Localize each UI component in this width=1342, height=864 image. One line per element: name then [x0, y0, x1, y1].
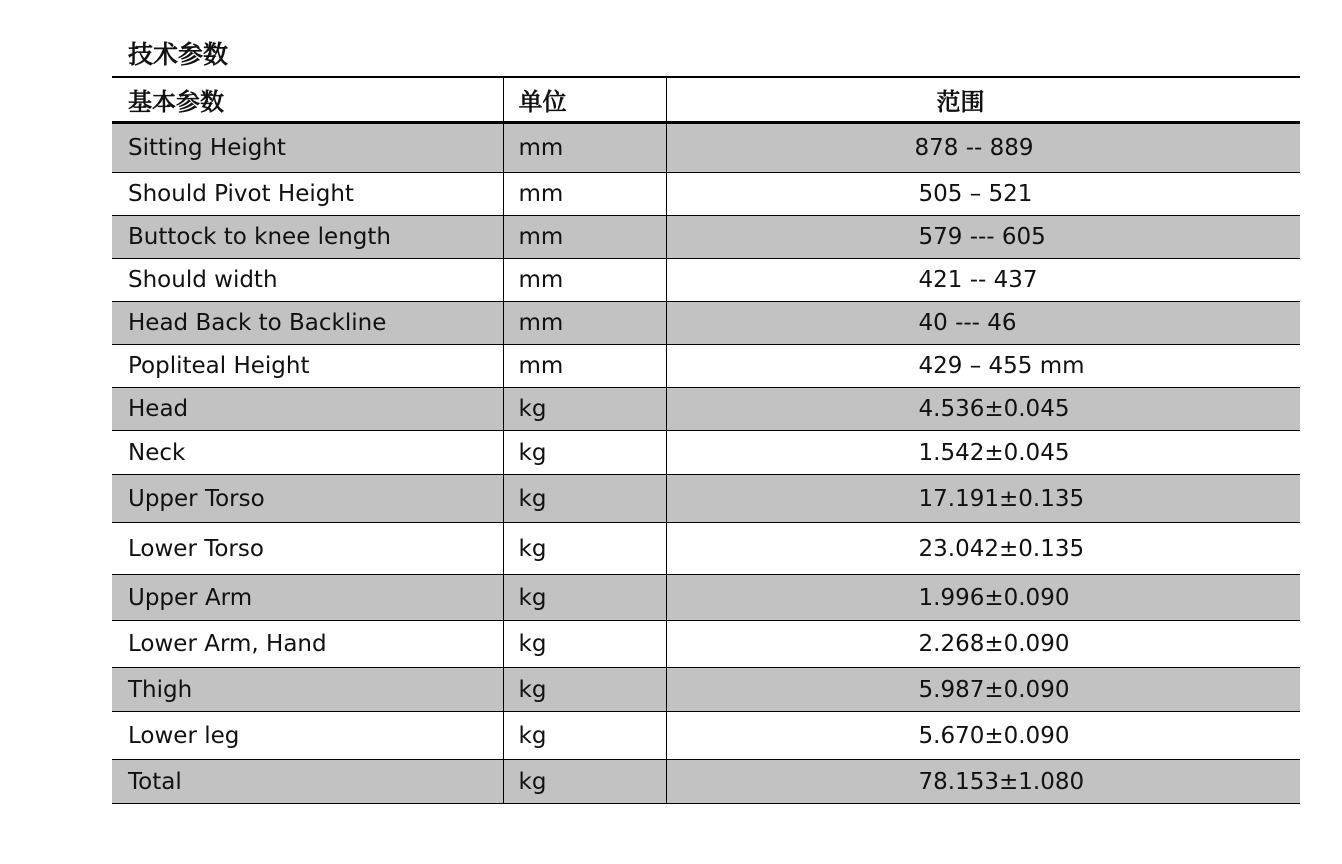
table-row: [112, 523, 1300, 575]
row-unit: kg: [503, 523, 666, 575]
table-row: [112, 345, 1300, 388]
row-unit: kg: [503, 621, 666, 668]
table-row: [112, 216, 1300, 259]
row-range: 78.153±1.080: [666, 760, 1300, 804]
row-unit: kg: [503, 760, 666, 804]
row-parameter: Neck: [112, 431, 503, 475]
row-parameter: Total: [112, 760, 503, 804]
table-row: [112, 712, 1300, 760]
row-unit: mm: [503, 173, 666, 216]
row-parameter: Upper Torso: [112, 475, 503, 523]
row-unit: kg: [503, 431, 666, 475]
table-row: [112, 388, 1300, 431]
row-range: 23.042±0.135: [666, 523, 1300, 575]
row-parameter: Should width: [112, 259, 503, 302]
row-unit: kg: [503, 712, 666, 760]
row-range: 505 – 521: [666, 173, 1300, 216]
row-parameter: Thigh: [112, 668, 503, 712]
spec-table: [112, 76, 1300, 804]
row-range: 40 --- 46: [666, 302, 1300, 345]
row-unit: mm: [503, 302, 666, 345]
header-unit: 单位: [503, 77, 666, 123]
row-parameter: Lower Torso: [112, 523, 503, 575]
row-range: 579 --- 605: [666, 216, 1300, 259]
table-row: [112, 475, 1300, 523]
table-row: [112, 123, 1300, 173]
row-range: 421 -- 437: [666, 259, 1300, 302]
table-header-row: [112, 77, 1300, 123]
row-range: 2.268±0.090: [666, 621, 1300, 668]
row-unit: mm: [503, 345, 666, 388]
row-range: 5.670±0.090: [666, 712, 1300, 760]
row-parameter: Sitting Height: [112, 123, 503, 173]
table-row: [112, 259, 1300, 302]
row-range: 1.996±0.090: [666, 575, 1300, 621]
row-unit: kg: [503, 388, 666, 431]
row-parameter: Upper Arm: [112, 575, 503, 621]
doc-title: 技术参数: [128, 40, 229, 69]
table-row: [112, 621, 1300, 668]
row-range: 17.191±0.135: [666, 475, 1300, 523]
row-range: 1.542±0.045: [666, 431, 1300, 475]
row-parameter: Lower leg: [112, 712, 503, 760]
header-range: 范围: [666, 77, 1300, 123]
row-unit: mm: [503, 123, 666, 173]
row-unit: kg: [503, 475, 666, 523]
table-row: [112, 302, 1300, 345]
row-parameter: Should Pivot Height: [112, 173, 503, 216]
row-unit: mm: [503, 216, 666, 259]
header-parameter: 基本参数: [112, 77, 503, 123]
row-unit: kg: [503, 575, 666, 621]
row-parameter: Popliteal Height: [112, 345, 503, 388]
table-row: [112, 173, 1300, 216]
table-row: [112, 431, 1300, 475]
row-range: 5.987±0.090: [666, 668, 1300, 712]
row-parameter: Buttock to knee length: [112, 216, 503, 259]
row-unit: mm: [503, 259, 666, 302]
row-range: 429 – 455 mm: [666, 345, 1300, 388]
row-parameter: Lower Arm, Hand: [112, 621, 503, 668]
row-range: 878 -- 889: [666, 123, 1300, 173]
row-unit: kg: [503, 668, 666, 712]
table-row: [112, 668, 1300, 712]
table-row: [112, 760, 1300, 804]
row-parameter: Head: [112, 388, 503, 431]
table-row: [112, 575, 1300, 621]
row-parameter: Head Back to Backline: [112, 302, 503, 345]
row-range: 4.536±0.045: [666, 388, 1300, 431]
